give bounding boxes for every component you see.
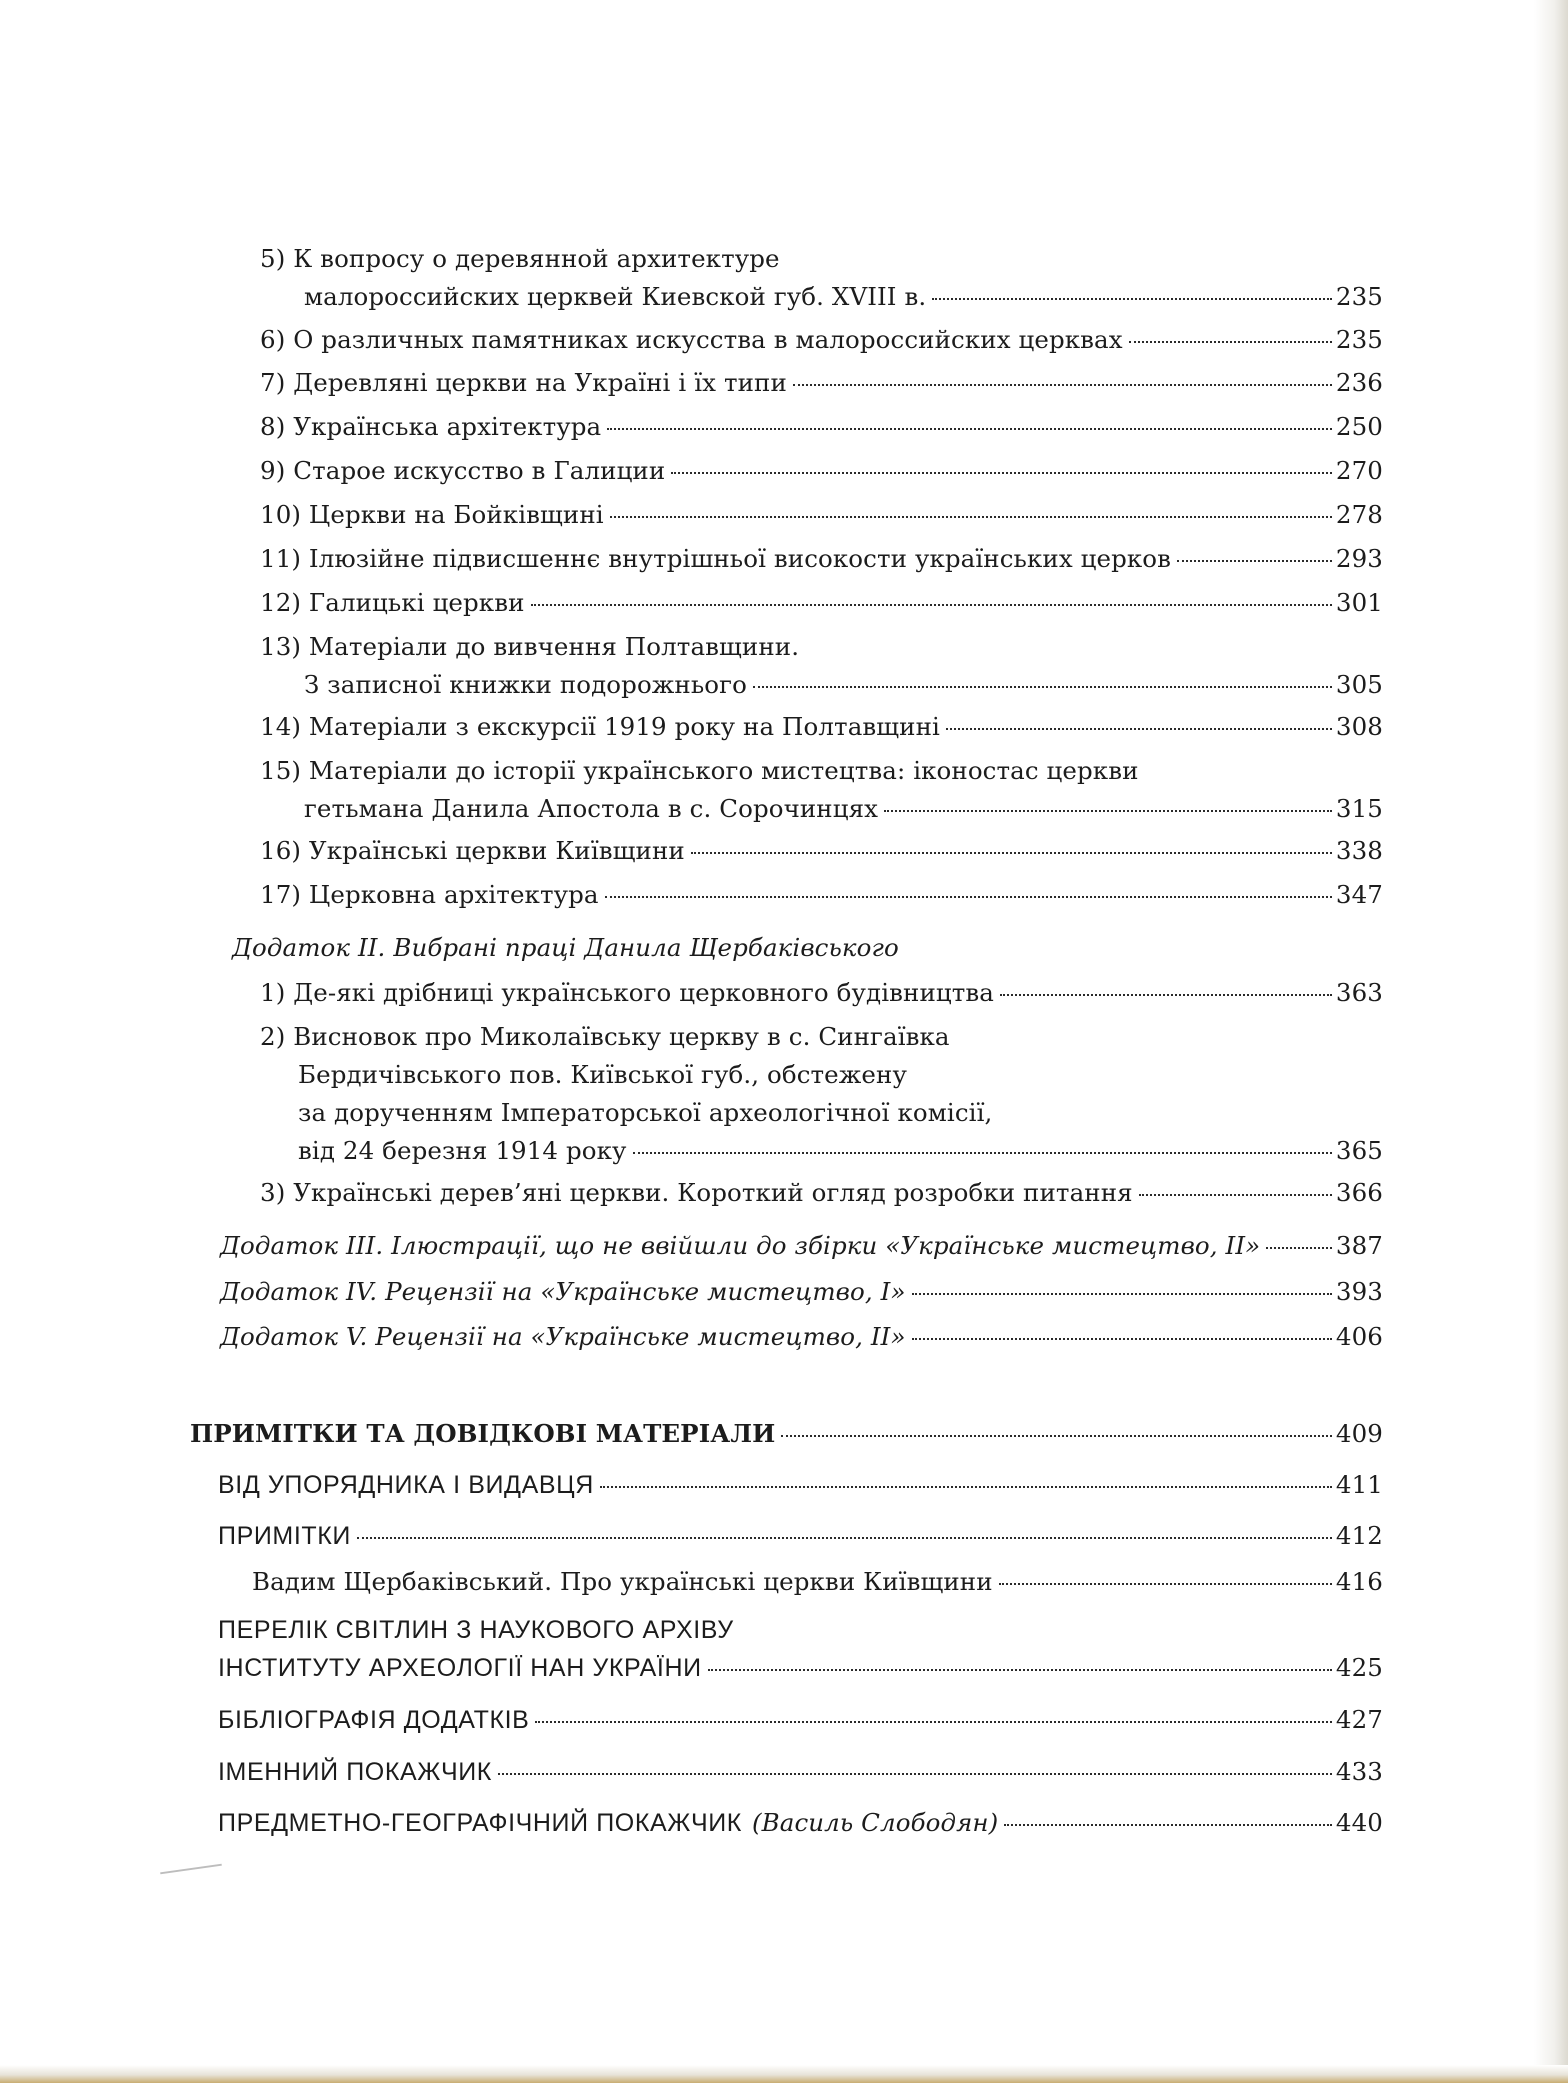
toc-entry-title: Додаток III. Ілюстрації, що не ввійшли до збірки «Українське мистецтво, II» — [220, 1231, 1261, 1260]
toc-page-number: 305 — [1335, 670, 1383, 699]
toc-page-number: 406 — [1335, 1322, 1383, 1351]
dot-leader — [912, 1338, 1332, 1340]
dot-leader — [633, 1152, 1332, 1154]
toc-entry-title: 7) Деревляні церкви на Україні і їх типи — [260, 368, 787, 397]
page-edge-bottom — [0, 2065, 1568, 2083]
dot-leader — [1266, 1247, 1332, 1249]
dot-leader — [671, 472, 1332, 474]
toc-page-number: 411 — [1335, 1470, 1383, 1499]
toc-page-number: 412 — [1335, 1521, 1383, 1550]
dot-leader — [793, 384, 1332, 386]
dot-leader — [912, 1293, 1332, 1295]
toc-page-number: 425 — [1335, 1653, 1383, 1682]
toc-page-number: 270 — [1335, 456, 1383, 485]
toc-entry-title: ПЕРЕЛІК СВІТЛИН З НАУКОВОГО АРХІВУ — [218, 1616, 734, 1644]
toc-entry-title: Додаток V. Рецензії на «Українське мистецтво, II» — [220, 1322, 906, 1351]
toc-page-number: 235 — [1335, 282, 1383, 311]
toc-page-number: 440 — [1335, 1808, 1383, 1837]
toc-page-number: 250 — [1335, 412, 1383, 441]
toc-entry-title: ІНСТИТУТУ АРХЕОЛОГІЇ НАН УКРАЇНИ — [218, 1654, 702, 1682]
toc-page-number: 387 — [1335, 1231, 1383, 1260]
toc-entry-title: ПРИМІТКИ — [218, 1522, 351, 1550]
dot-leader — [1139, 1194, 1332, 1196]
toc-entry-title: БІБЛІОГРАФІЯ ДОДАТКІВ — [218, 1706, 530, 1734]
dot-leader — [498, 1773, 1332, 1775]
toc-entry-title: 2) Висновок про Миколаївську церкву в с. Сингаївка — [260, 1022, 950, 1051]
toc-page-number: 308 — [1335, 712, 1383, 741]
dot-leader — [1000, 994, 1332, 996]
toc-page-number: 433 — [1335, 1757, 1383, 1786]
dot-leader — [357, 1537, 1332, 1539]
dot-leader — [708, 1669, 1332, 1671]
toc-entry-title: гетьмана Данила Апостола в с. Сорочинцях — [304, 794, 879, 823]
dot-leader — [1129, 341, 1332, 343]
toc-page-number: 278 — [1335, 500, 1383, 529]
dot-leader — [932, 298, 1332, 300]
toc-entry-title: ПРИМІТКИ ТА ДОВІДКОВІ МАТЕРІАЛИ — [190, 1419, 776, 1448]
dot-leader — [884, 810, 1332, 812]
toc-entry-title: Вадим Щербаківський. Про українські церкви Київщини — [252, 1567, 993, 1596]
toc-page-number: 293 — [1335, 544, 1383, 573]
toc-entry-title: ПРЕДМЕТНО-ГЕОГРАФІЧНИЙ ПОКАЖЧИК — [218, 1809, 742, 1837]
toc-page-number: 393 — [1335, 1277, 1383, 1306]
toc-page-number: 363 — [1335, 978, 1383, 1007]
dot-leader — [999, 1583, 1332, 1585]
dot-leader — [1004, 1824, 1332, 1826]
toc-entry-title: 5) К вопросу о деревянной архитектуре — [260, 244, 780, 273]
toc-entry-title: 6) О различных памятниках искусства в малороссийских церквах — [260, 325, 1123, 354]
dot-leader — [605, 896, 1332, 898]
dot-leader — [535, 1721, 1331, 1723]
toc-entry-title: 17) Церковна архітектура — [260, 880, 599, 909]
dot-leader — [531, 604, 1332, 606]
toc-entry-title: 15) Матеріали до історії українського мистецтва: іконостас церкви — [260, 756, 1139, 785]
toc-entry-title: Бердичівського пов. Київської губ., обстежену — [298, 1060, 907, 1089]
toc-entry-title: 16) Українські церкви Київщини — [260, 836, 685, 865]
toc-entry-title: 11) Ілюзійне підвисшеннє внутрішньої високости українських церков — [260, 544, 1172, 573]
toc-entry-title: 14) Матеріали з екскурсії 1919 року на Полтавщині — [260, 712, 940, 741]
toc-page-number: 347 — [1335, 880, 1383, 909]
toc-page-number: 235 — [1335, 325, 1383, 354]
toc-page-number: 301 — [1335, 588, 1383, 617]
toc-entry-title: 1) Де-які дрібниці українського церковного будівництва — [260, 978, 994, 1007]
toc-entry-author: (Василь Слободян) — [751, 1808, 999, 1837]
toc-page-number: 416 — [1335, 1567, 1383, 1596]
toc-entry-title: 8) Українська архітектура — [260, 412, 602, 441]
toc-page-number: 366 — [1335, 1178, 1383, 1207]
toc-entry-title: ВІД УПОРЯДНИКА І ВИДАВЦЯ — [218, 1471, 594, 1499]
toc-entry-title: Додаток II. Вибрані праці Данила Щербаківського — [232, 933, 899, 962]
dot-leader — [781, 1435, 1332, 1437]
dot-leader — [946, 728, 1332, 730]
dot-leader — [1177, 560, 1332, 562]
toc-entry-title: 13) Матеріали до вивчення Полтавщини. — [260, 632, 800, 661]
toc-entry-title: Додаток IV. Рецензії на «Українське мистецтво, I» — [220, 1277, 906, 1306]
toc-page-number: 409 — [1335, 1419, 1383, 1448]
toc-page-number: 315 — [1335, 794, 1383, 823]
dot-leader — [607, 428, 1332, 430]
dot-leader — [610, 516, 1332, 518]
toc-entry-title: 3) Українські дерев’яні церкви. Короткий огляд розробки питання — [260, 1178, 1133, 1207]
toc-entry-title: 12) Галицькі церкви — [260, 588, 525, 617]
toc-entry-title: ІМЕННИЙ ПОКАЖЧИК — [218, 1758, 492, 1786]
toc-page-number: 338 — [1335, 836, 1383, 865]
dot-leader — [600, 1486, 1332, 1488]
toc-page-number: 365 — [1335, 1136, 1383, 1165]
toc-entry-title: малороссийских церквей Киевской губ. XVIII в. — [304, 282, 927, 311]
toc-entry-title: за дорученням Імператорської археологічної комісії, — [298, 1098, 993, 1127]
dot-leader — [753, 686, 1332, 688]
dot-leader — [691, 852, 1332, 854]
toc-entry-title: 10) Церкви на Бойківщині — [260, 500, 604, 529]
toc-entry-title: З записної книжки подорожнього — [304, 670, 747, 699]
toc-page-number: 427 — [1335, 1705, 1383, 1734]
toc-entry-title: 9) Старое искусство в Галиции — [260, 456, 666, 485]
toc-page-number: 236 — [1335, 368, 1383, 397]
toc-entry-title: від 24 березня 1914 року — [298, 1136, 627, 1165]
